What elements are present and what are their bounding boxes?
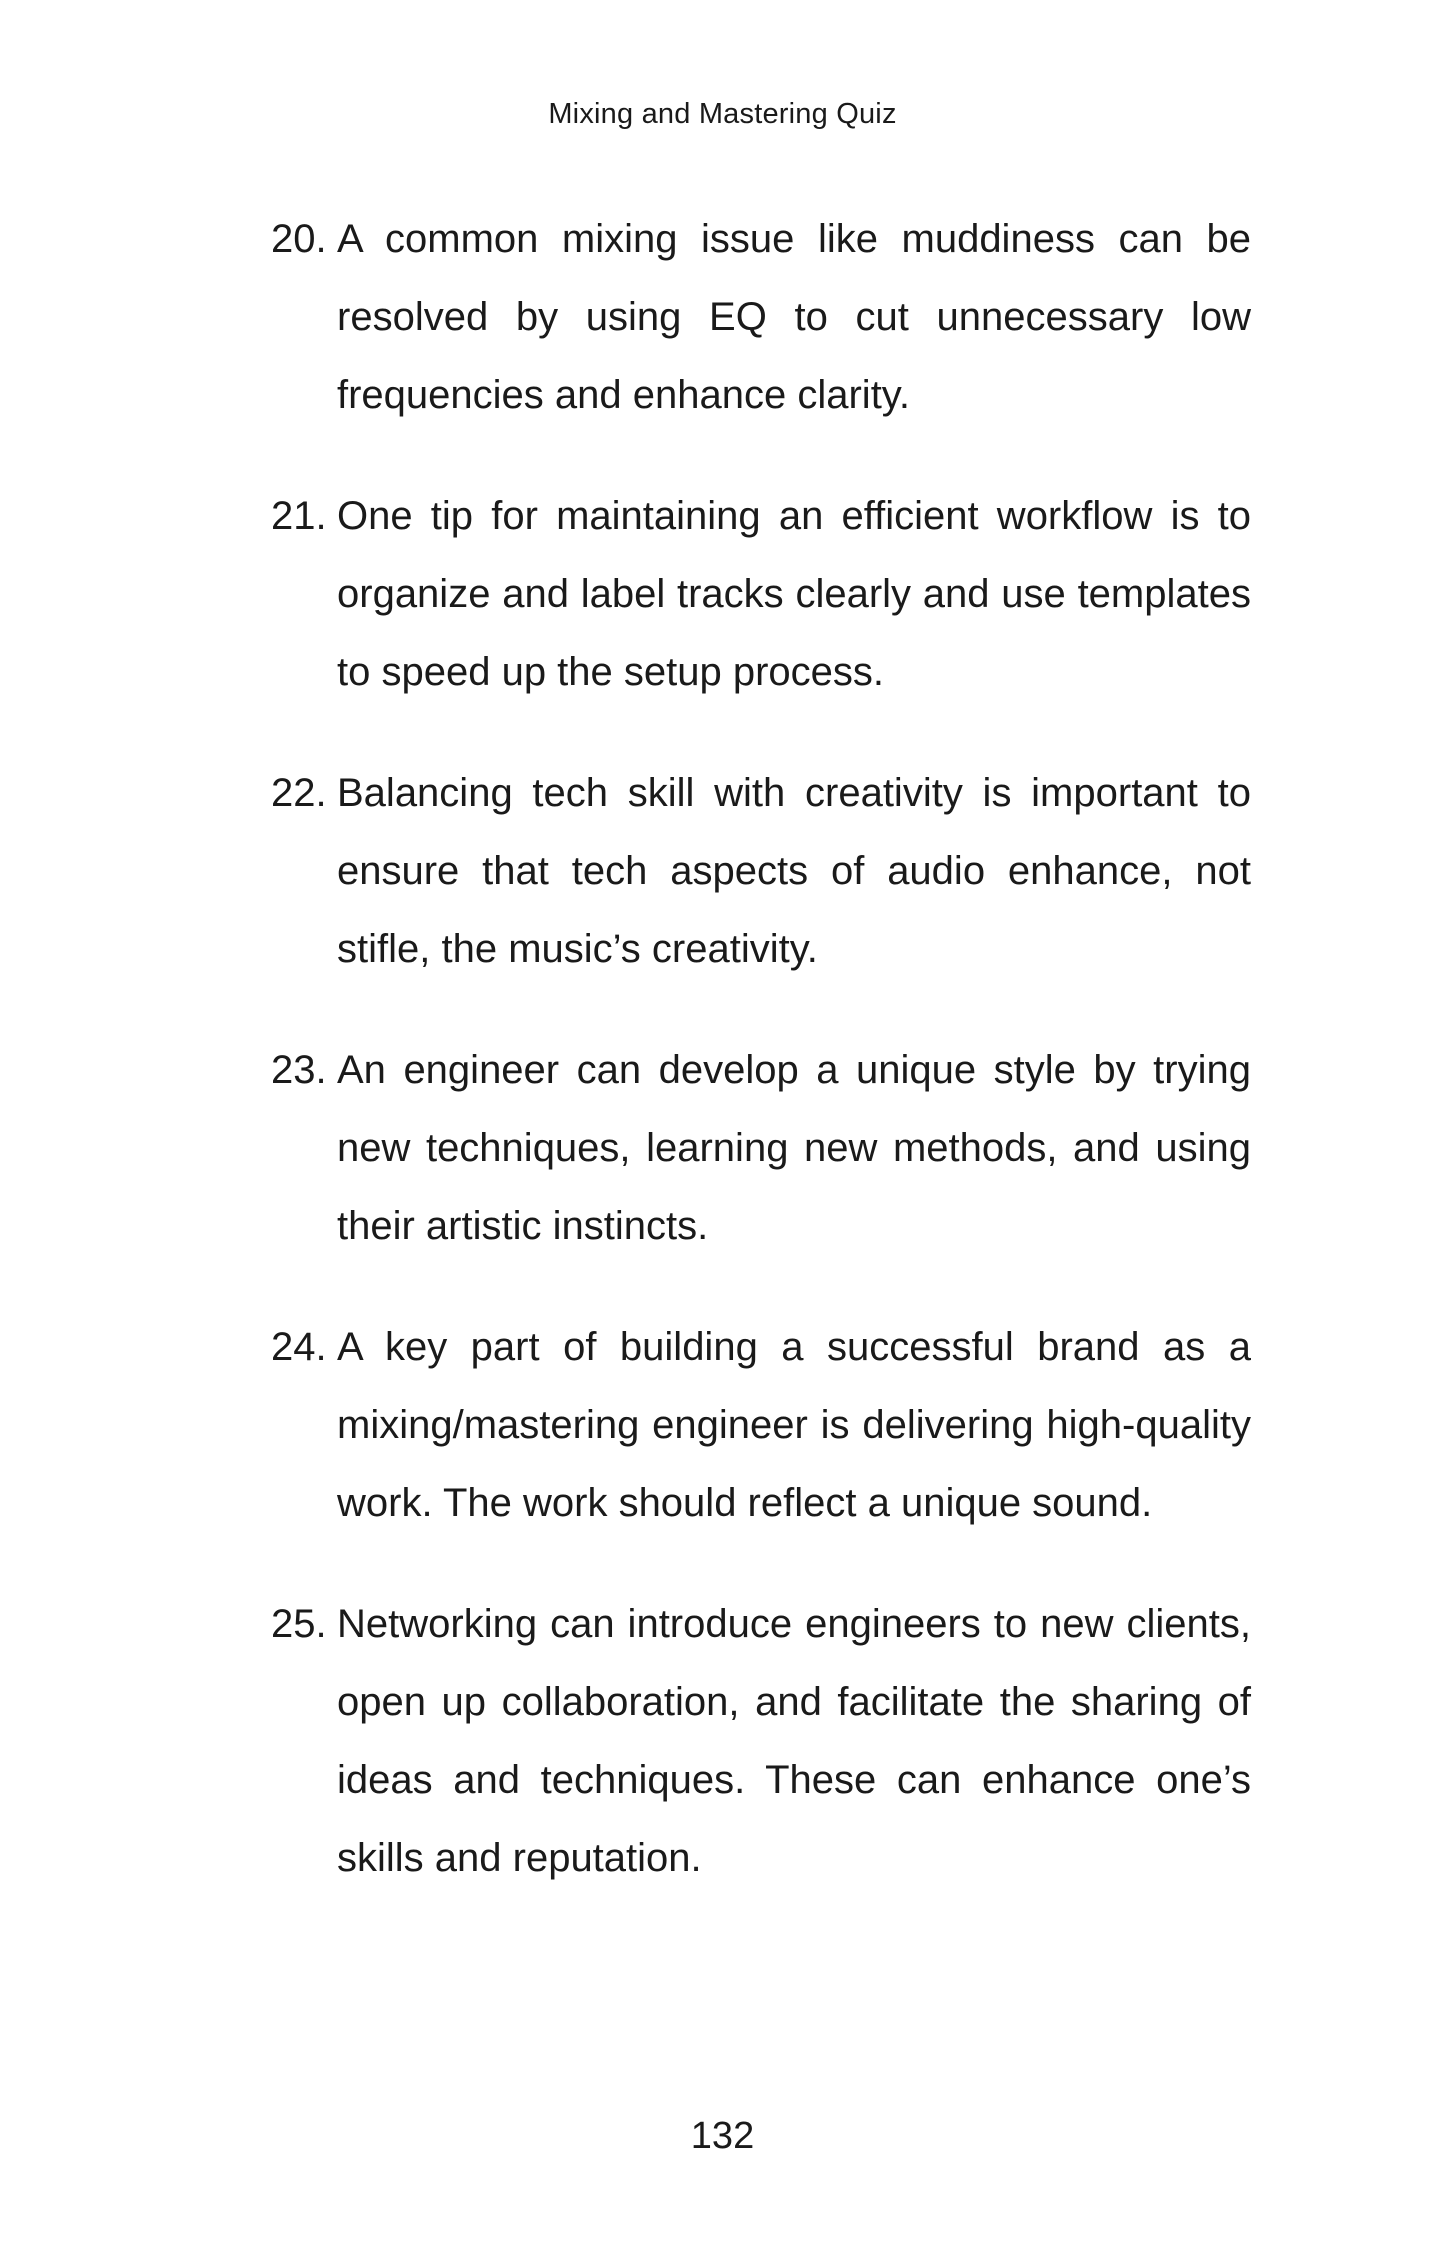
item-text: Networking can introduce engineers to new clients, open up collaboration, and facilitate the sharing of ideas and techniques. These can enhance one’s skills and reputation. bbox=[337, 1602, 1251, 1880]
item-text: One tip for maintaining an efficient workflow is to organize and label tracks clearly and use templates to speed up the setup process. bbox=[337, 494, 1251, 694]
item-number: 25. bbox=[271, 1602, 327, 1646]
item-number: 23. bbox=[271, 1048, 327, 1092]
running-header: Mixing and Mastering Quiz bbox=[548, 98, 897, 130]
item-number: 21. bbox=[271, 494, 327, 538]
item-number: 20. bbox=[271, 217, 327, 261]
item-text: Balancing tech skill with creativity is important to ensure that tech aspects of audio enhance, not stifle, the music’s creativity. bbox=[337, 771, 1251, 971]
list-item bbox=[271, 200, 1251, 434]
list-item bbox=[271, 1031, 1251, 1265]
list-item bbox=[271, 1585, 1251, 1897]
item-number: 22. bbox=[271, 771, 327, 815]
list-item bbox=[271, 1308, 1251, 1542]
answer-list bbox=[271, 200, 1251, 1940]
page-number: 132 bbox=[690, 2115, 755, 2157]
item-number: 24. bbox=[271, 1325, 327, 1369]
list-item bbox=[271, 754, 1251, 988]
item-text: A key part of building a successful brand as a mixing/mastering engineer is delivering high-quality work. The work should reflect a unique sound. bbox=[337, 1325, 1251, 1525]
list-item bbox=[271, 477, 1251, 711]
item-text: A common mixing issue like muddiness can be resolved by using EQ to cut unnecessary low frequencies and enhance clarity. bbox=[337, 217, 1251, 417]
item-text: An engineer can develop a unique style by trying new techniques, learning new methods, and using their artistic instincts. bbox=[337, 1048, 1251, 1248]
